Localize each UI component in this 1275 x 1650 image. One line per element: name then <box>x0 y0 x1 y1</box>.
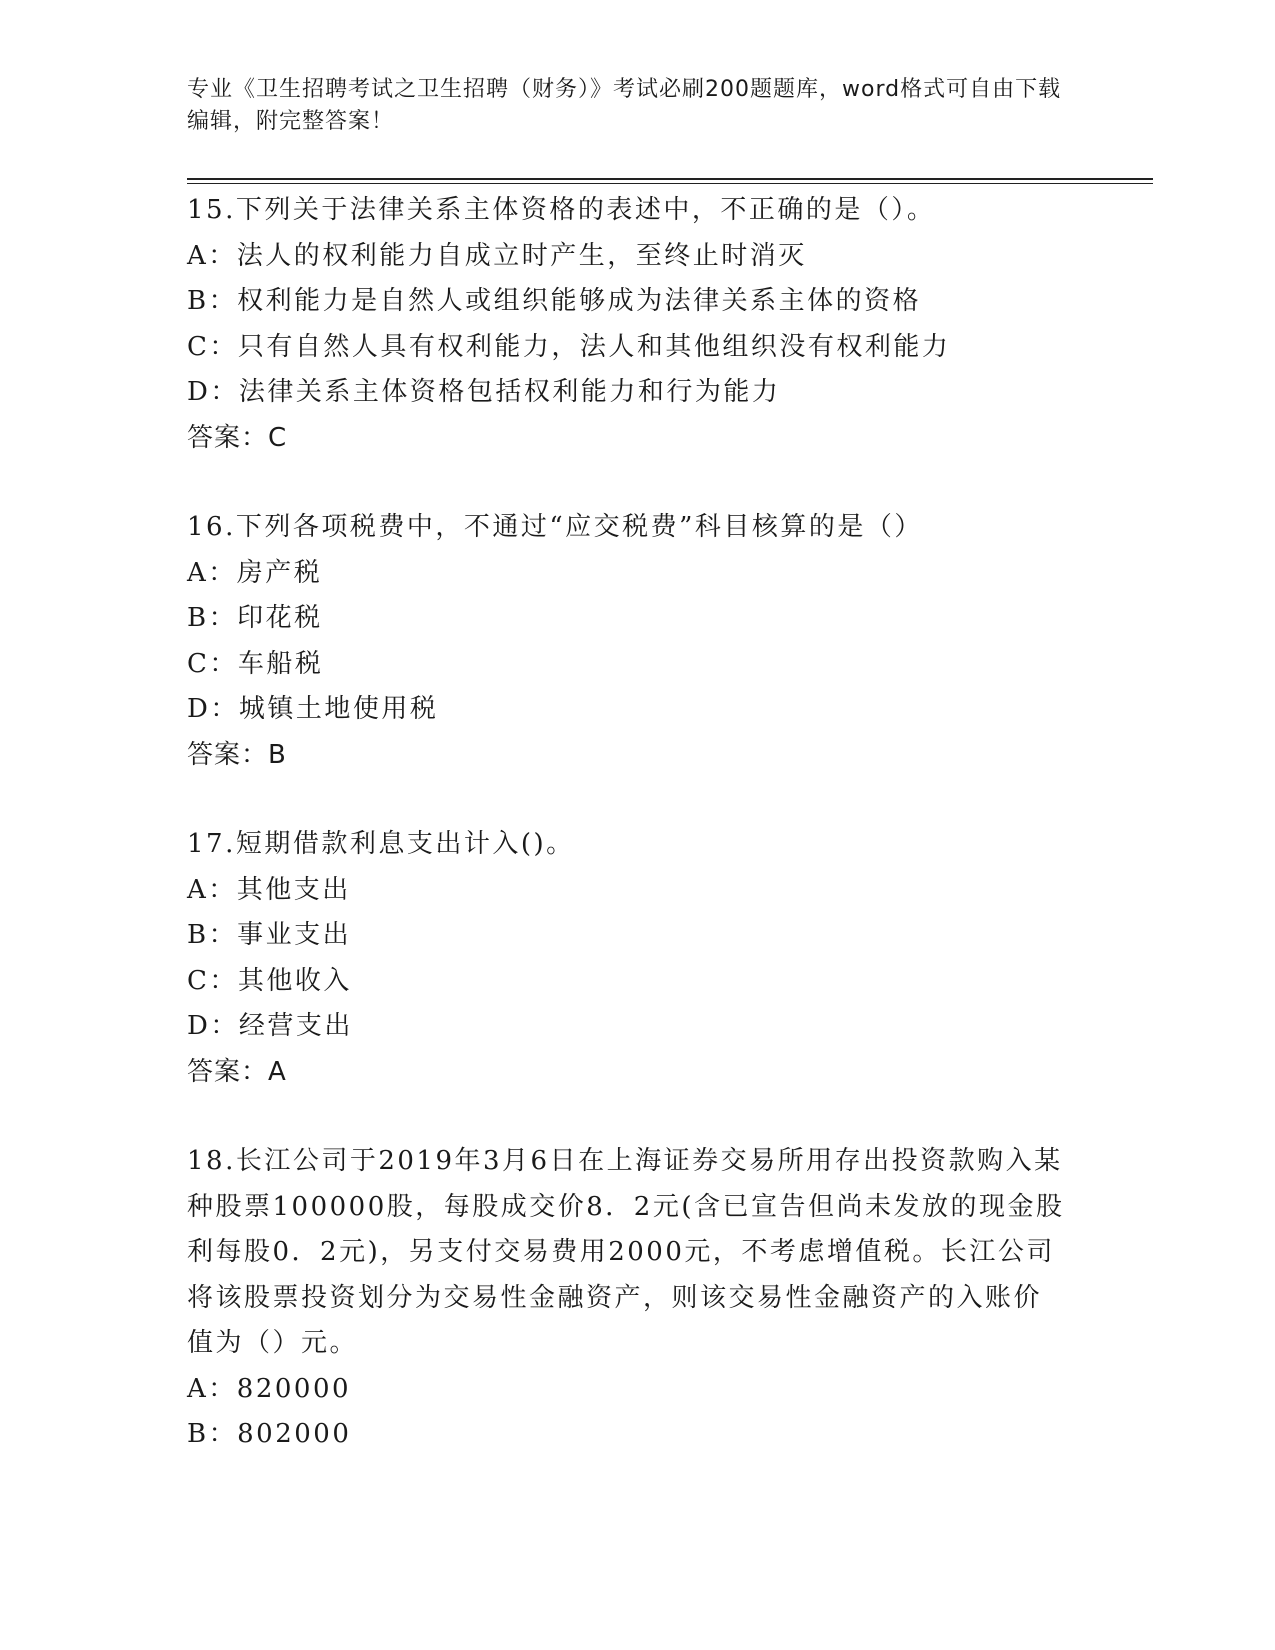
question-15 <box>187 188 1087 461</box>
option-c: C：其他收入 <box>187 965 352 996</box>
option-a: A：房产税 <box>187 557 323 588</box>
option-b: B：印花税 <box>187 603 323 633</box>
question-17 <box>187 822 1087 1095</box>
answer: 答案：A <box>187 1056 287 1087</box>
question-16 <box>187 505 1087 778</box>
option-c: C：只有自然人具有权利能力，法人和其他组织没有权利能力 <box>187 331 951 362</box>
question-stem: 18.长江公司于2019年3月6日在上海证券交易所用存出投资款购入某种股票100000股，每股成交价8．2元(含已宣告但尚未发放的现金股利每股0．2元)，另支付交易费用2000元，不考虑增值税。长江公司将该股票投资划分为交易性金融资产，则该交易性金融资产的入账价值为（）元。 <box>187 1146 1065 1358</box>
answer: 答案：B <box>187 739 287 770</box>
option-a: A：820000 <box>187 1373 352 1404</box>
answer: 答案：C <box>187 422 288 453</box>
header-rule-thick <box>187 178 1153 180</box>
question-18 <box>187 1139 1087 1458</box>
question-stem: 16.下列各项税费中，不通过“应交税费”科目核算的是（） <box>187 512 923 542</box>
option-b: B：权利能力是自然人或组织能够成为法律关系主体的资格 <box>187 286 922 316</box>
header-rule-thin <box>187 183 1153 184</box>
option-d: D：经营支出 <box>187 1011 353 1041</box>
option-a: A：其他支出 <box>187 874 351 905</box>
option-d: D：法律关系主体资格包括权利能力和行为能力 <box>187 377 781 407</box>
option-b: B：802000 <box>187 1419 352 1449</box>
option-c: C：车船税 <box>187 648 324 679</box>
question-list <box>187 188 1087 1502</box>
option-a: A：法人的权利能力自成立时产生，至终止时消灭 <box>187 240 807 271</box>
option-d: D：城镇土地使用税 <box>187 694 439 724</box>
question-stem: 15.下列关于法律关系主体资格的表述中，不正确的是（）。 <box>187 195 936 225</box>
header-note: 专业《卫生招聘考试之卫生招聘（财务）》考试必刷200题题库，word格式可自由下载编辑，附完整答案！ <box>187 77 1062 134</box>
question-stem: 17.短期借款利息支出计入()。 <box>187 829 575 859</box>
option-b: B：事业支出 <box>187 920 352 950</box>
